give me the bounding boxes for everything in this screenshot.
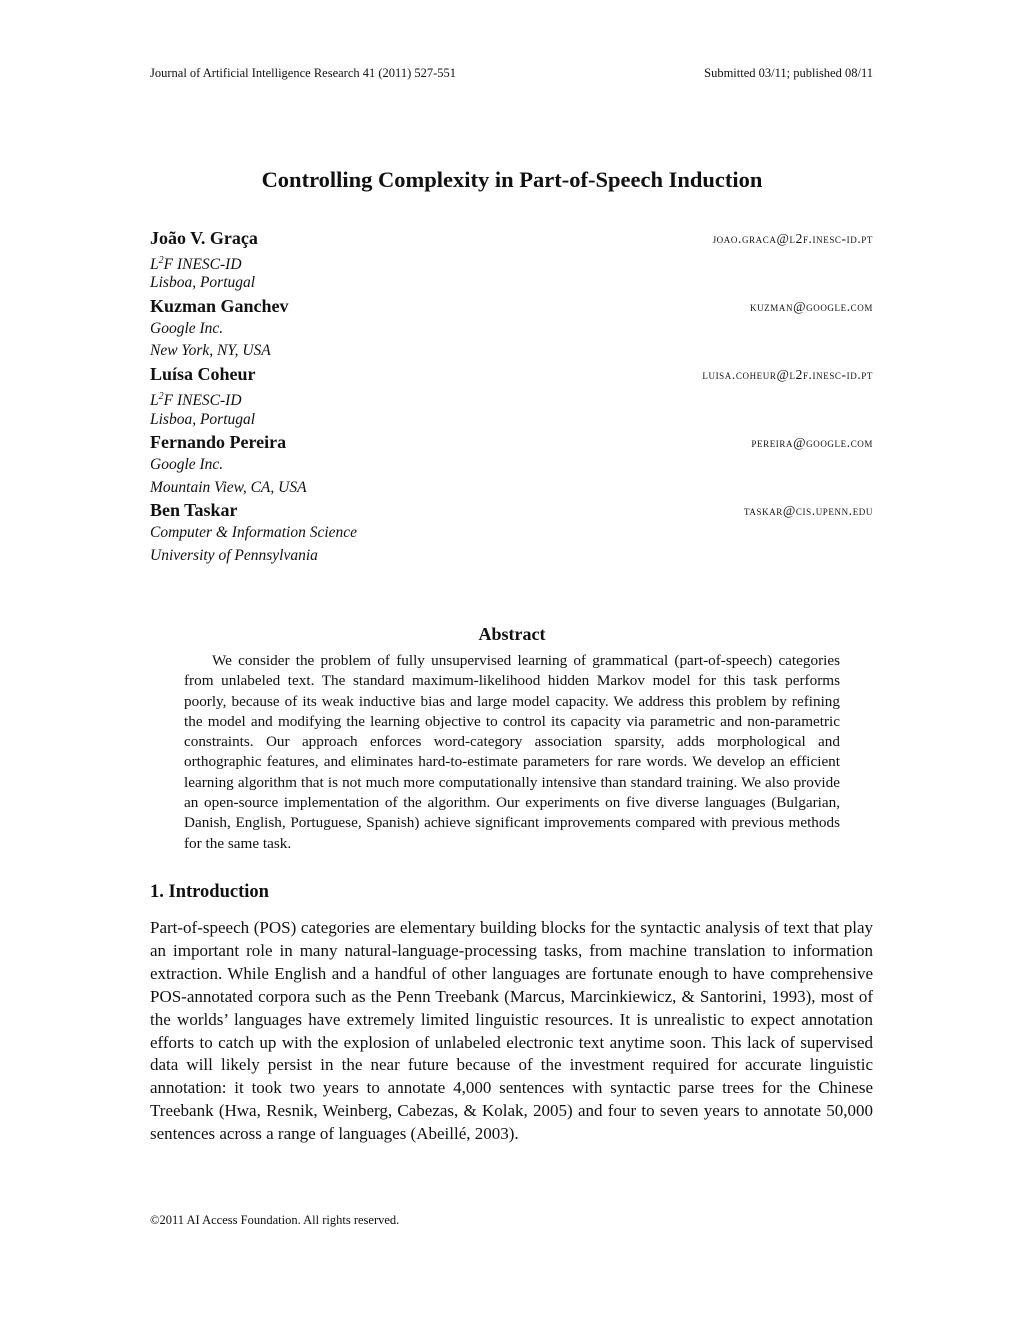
author-row: [150, 431, 873, 454]
abstract-heading: Abstract: [478, 624, 546, 644]
author-affiliation: $L^2F$ INESC-ID: [150, 390, 242, 409]
author-location: University of Pennsylvania: [150, 546, 318, 564]
author-name: Fernando Pereira: [150, 432, 287, 453]
author-row: [150, 363, 873, 386]
author-row: [150, 499, 873, 522]
author-location: Lisboa, Portugal: [150, 410, 256, 428]
author-row: [150, 227, 873, 250]
section-heading-introduction: 1. Introduction: [150, 882, 269, 902]
submission-dates: Submitted 03/11; published 08/11: [704, 66, 873, 80]
author-email: kuzman@google.com: [749, 299, 873, 315]
running-header: [150, 66, 873, 86]
author-email: joao.graca@l2f.inesc-id.pt: [712, 231, 873, 246]
author-location: New York, NY, USA: [150, 342, 271, 360]
author-name: João V. Graça: [150, 228, 258, 248]
author-location: Mountain View, CA, USA: [150, 478, 307, 496]
author-name: Luísa Coheur: [150, 364, 256, 385]
copyright-footer: ©2011 AI Access Foundation. All rights reserved.: [150, 1213, 400, 1227]
author-email: pereira@google.com: [751, 435, 873, 451]
author-row: [150, 295, 873, 318]
journal-citation: Journal of Artificial Intelligence Research 41 (2011) 527-551: [150, 66, 457, 80]
author-name: Kuzman Ganchev: [150, 296, 289, 317]
paper-title: Controlling Complexity in Part-of-Speech Induction: [261, 167, 763, 192]
introduction-paragraph: Part-of-speech (POS) categories are elementary building blocks for the syntactic analysis of text that play an important role in many natural-language-processing tasks, from machine translation to information extraction. While English and a handful of other languages are fortunate enough to have comprehensive POS-annotated corpora such as the Penn Treebank (Marcus, Marcinkiewicz, & Santorini, 1993), most of the worlds’ languages have extremely limited linguistic resources. It is unrealistic to expect annotation efforts to catch up with the explosion of unlabeled electronic text anytime soon. This lack of supervised data will likely persist in the near future because of the investment required for accurate linguistic annotation: it took two years to annotate 4,000 sentences with syntactic parse trees for the Chinese Treebank (Hwa, Resnik, Weinberg, Cabezas, & Kolak, 2005) and four to seven years to annotate 50,000 sentences across a range of languages (Abeillé, 2003).: [150, 918, 873, 1144]
author-affiliation: Computer & Information Science: [150, 523, 358, 541]
author-email: luisa.coheur@l2f.inesc-id.pt: [702, 367, 873, 383]
abstract-text: We consider the problem of fully unsupervised learning of grammatical (part-of-speech) categories from unlabeled text. The standard maximum-likelihood hidden Markov model for this task performs poorly, because of its weak inductive bias and large model capacity. We address this problem by refining the model and modifying the learning objective to control its capacity via parametric and non-parametric constraints. Our approach enforces word-category association sparsity, adds morphological and orthographic features, and eliminates hard-to-estimate parameters for rare words. We develop an efficient learning algorithm that is not much more computationally intensive than standard training. We also provide an open-source implementation of the algorithm. Our experiments on five diverse languages (Bulgarian, Danish, English, Portuguese, Spanish) achieve significant improvements compared with previous methods for the same task.: [184, 652, 840, 852]
author-affiliation: $L^2F$ INESC-ID: [150, 254, 242, 273]
author-location: Lisboa, Portugal: [150, 274, 256, 292]
author-affiliation: Google Inc.: [150, 319, 224, 337]
author-affiliation: Google Inc.: [150, 455, 224, 473]
author-name: Ben Taskar: [150, 500, 238, 521]
author-email: taskar@cis.upenn.edu: [744, 503, 873, 519]
author-block: [150, 227, 873, 567]
